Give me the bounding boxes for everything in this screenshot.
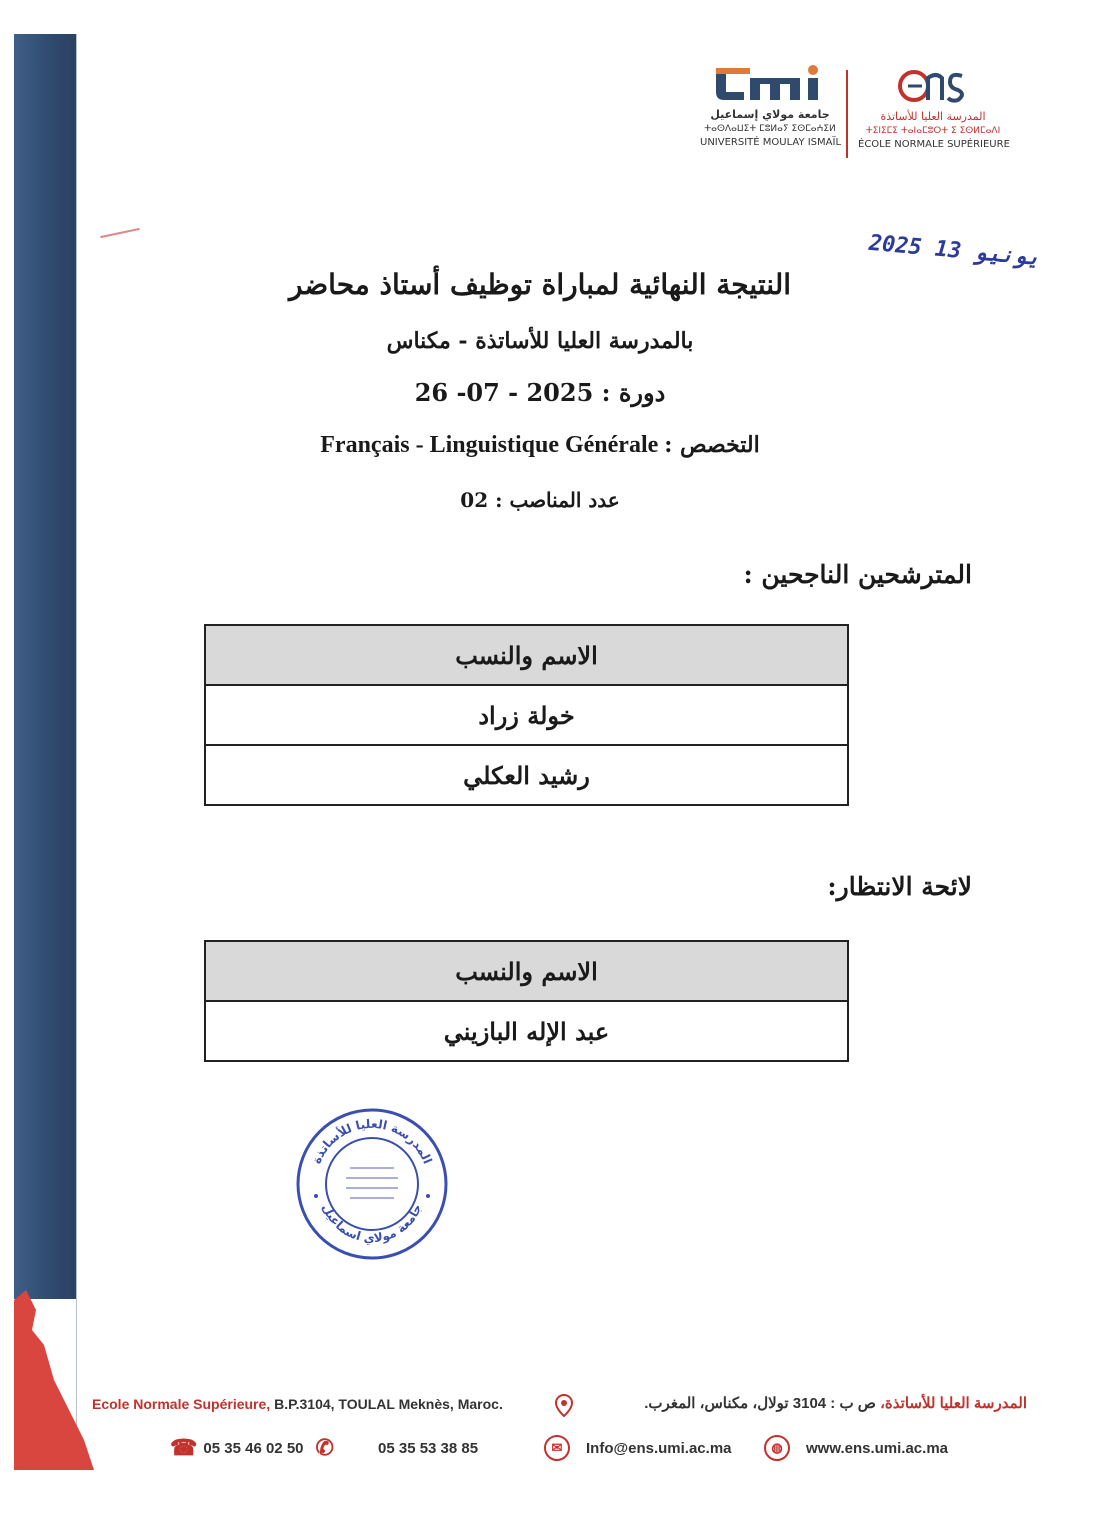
table-row: عبد الإله البازيني bbox=[206, 1000, 847, 1060]
waiting-heading: لائحة الانتظار: bbox=[827, 872, 972, 901]
telephone-icon: ☎ bbox=[170, 1435, 198, 1460]
umi-french-name: UNIVERSITÉ MOULAY ISMAÏL bbox=[700, 137, 842, 148]
ens-logo-mark bbox=[898, 64, 968, 106]
footer-address bbox=[92, 1394, 1027, 1418]
table-row: خولة زراد bbox=[206, 684, 847, 744]
announcement-title: النتيجة النهائية لمباراة توظيف أستاذ محاضر bbox=[288, 268, 792, 301]
address-arabic-name: المدرسة العليا للأساتذة، bbox=[880, 1395, 1027, 1412]
website-url[interactable]: www.ens.umi.ac.ma bbox=[806, 1439, 948, 1457]
website-contact[interactable] bbox=[764, 1432, 948, 1464]
sidebar-red-shape bbox=[14, 1290, 94, 1470]
institution-line: بالمدرسة العليا للأساتذة - مكناس bbox=[386, 328, 694, 354]
table-row: رشيد العكلي bbox=[206, 744, 847, 804]
address-arabic bbox=[644, 1394, 1027, 1412]
waiting-table-header: الاسم والنسب bbox=[206, 942, 847, 1000]
umi-tifinagh-name: ⵜⴰⵙⴷⴰⵡⵉⵜ ⵎⵓⵍⴰⵢ ⵉⵙⵎⴰⵄⵉⵍ bbox=[704, 124, 836, 134]
phone-number: 05 35 46 02 50 bbox=[203, 1439, 304, 1457]
umi-arabic-name: جامعة مولاي إسماعيل bbox=[710, 108, 830, 121]
stamp-top-text: المدرسة العليا للأساتذة bbox=[309, 1116, 435, 1166]
official-stamp bbox=[294, 1106, 450, 1262]
email-icon: ✉ bbox=[544, 1435, 570, 1461]
address-french bbox=[92, 1396, 503, 1412]
address-arabic-rest: ص ب : 3104 تولال، مكناس، المغرب. bbox=[644, 1395, 876, 1412]
specialty-value: Français - Linguistique Générale bbox=[320, 432, 659, 458]
posts-value: 02 bbox=[460, 488, 489, 512]
fax-number: 05 35 53 38 85 bbox=[378, 1439, 479, 1457]
footer-contacts bbox=[170, 1432, 970, 1466]
waiting-table bbox=[204, 940, 849, 1062]
session-value: 26 -07 - 2025 bbox=[414, 378, 594, 407]
logo-separator bbox=[846, 70, 848, 158]
umi-logo bbox=[700, 64, 840, 164]
umi-logo-mark bbox=[710, 64, 830, 104]
handwritten-date: 2025 يونيو 13 bbox=[867, 230, 1042, 271]
email-address[interactable]: Info@ens.umi.ac.ma bbox=[586, 1439, 732, 1457]
admitted-table-header: الاسم والنسب bbox=[206, 626, 847, 684]
address-french-rest: B.P.3104, TOULAL Meknès, Maroc. bbox=[274, 1396, 503, 1412]
session-line bbox=[200, 378, 880, 407]
stamp-bottom-text: جامعة مولاي اسماعيل bbox=[319, 1201, 425, 1246]
email-contact[interactable] bbox=[544, 1432, 732, 1464]
posts-label: عدد المناصب : bbox=[495, 488, 620, 512]
ens-french-name: ÉCOLE NORMALE SUPÉRIEURE bbox=[858, 139, 1010, 150]
stray-pen-mark bbox=[100, 228, 140, 238]
ens-tifinagh-name: ⵜⵉⵏⵉⵎⵉ ⵜⴰⵏⴰⵎⵓⵔⵜ ⵉ ⵉⵙⵍⵎⴰⴷⵏ bbox=[865, 126, 1001, 136]
fax-phone-icon: ✆ bbox=[315, 1435, 334, 1460]
location-pin-icon bbox=[554, 1394, 574, 1418]
session-label: دورة : bbox=[601, 378, 666, 407]
specialty-line bbox=[200, 432, 880, 459]
fax-contact bbox=[378, 1432, 478, 1464]
sidebar-divider-line bbox=[76, 34, 77, 1464]
address-french-name: Ecole Normale Supérieure, bbox=[92, 1396, 271, 1412]
admitted-heading: المترشحين الناجحين : bbox=[743, 560, 972, 589]
globe-icon: ◍ bbox=[764, 1435, 790, 1461]
sidebar-blue-strip bbox=[14, 34, 76, 1299]
specialty-label: التخصص : bbox=[664, 432, 760, 458]
posts-line bbox=[200, 488, 880, 512]
ens-logo bbox=[858, 64, 1008, 164]
ens-arabic-name: المدرسة العليا للأساتذة bbox=[880, 110, 986, 123]
phone-contact bbox=[170, 1432, 334, 1464]
admitted-table bbox=[204, 624, 849, 806]
